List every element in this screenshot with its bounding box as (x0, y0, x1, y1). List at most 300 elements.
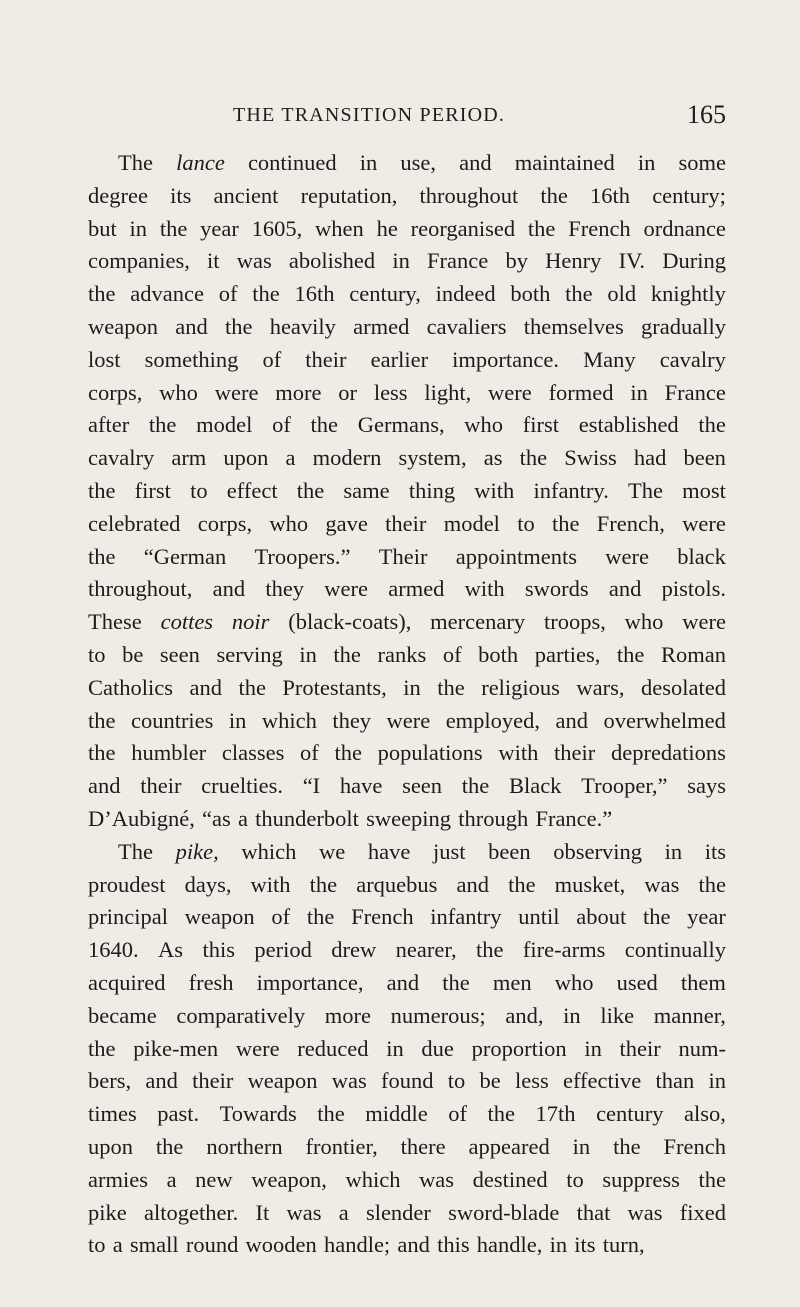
word: acquired (88, 969, 166, 995)
word: arquebus (356, 871, 438, 897)
word: Germans, (357, 412, 445, 438)
word: something (144, 346, 239, 372)
text-line (88, 1229, 726, 1262)
word: who (269, 510, 309, 536)
word: appeared (468, 1133, 550, 1159)
word: the (252, 281, 280, 307)
word: century (596, 1101, 664, 1127)
word: weapon (88, 313, 158, 339)
word: the (159, 215, 188, 241)
word: a (112, 1232, 123, 1258)
text-line (88, 705, 726, 738)
word: due (421, 1035, 454, 1061)
word: the (88, 543, 116, 569)
word: less (373, 379, 408, 405)
word: that (576, 1199, 611, 1225)
word: model (443, 510, 500, 536)
word: and (386, 969, 420, 995)
word: wars, (576, 674, 625, 700)
word: a (285, 445, 296, 471)
word: the (698, 412, 726, 438)
word: period (254, 937, 312, 963)
running-header (88, 98, 726, 138)
word: were (235, 1035, 280, 1061)
word: altogether. (143, 1199, 239, 1225)
word: of (272, 412, 291, 438)
word: and (397, 1232, 430, 1258)
word: with (498, 740, 539, 766)
word: found (381, 1068, 434, 1094)
word: and (555, 707, 588, 733)
word: he (376, 215, 398, 241)
word: they (332, 707, 372, 733)
word: Swiss (564, 445, 617, 471)
word: same (343, 477, 390, 503)
word: the (475, 937, 504, 963)
word: the (224, 313, 253, 339)
word: pike-men (133, 1035, 219, 1061)
word: about (576, 904, 627, 930)
word: in (664, 838, 683, 864)
word: infantry (430, 904, 502, 930)
word: French, (596, 510, 665, 536)
word: desolated (641, 674, 726, 700)
word: degree (88, 182, 148, 208)
text-line (88, 573, 726, 606)
page-number: 165 (687, 100, 726, 129)
word: says (687, 773, 726, 799)
word: middle (365, 1101, 428, 1127)
word: new (195, 1166, 233, 1192)
word: the (487, 1101, 516, 1127)
word: indeed (435, 281, 496, 307)
word: old (607, 281, 637, 307)
word: infantry. (533, 477, 609, 503)
word: were (682, 609, 726, 635)
word: troops, (543, 609, 606, 635)
text-line (88, 934, 726, 967)
word: the (310, 412, 339, 438)
word: importance. (452, 346, 560, 372)
word: and, (505, 1002, 544, 1028)
word: France (427, 248, 489, 274)
word: companies, (88, 248, 190, 274)
word: in (630, 379, 648, 405)
word: and (212, 576, 246, 602)
word: employed, (445, 707, 541, 733)
word: handle; (323, 1232, 391, 1258)
word: 1640. (88, 937, 139, 963)
word: the (88, 1035, 116, 1061)
word: armed (353, 313, 410, 339)
word: in (392, 248, 410, 274)
text-line (88, 344, 726, 377)
word: with (464, 576, 505, 602)
word: It (255, 1199, 270, 1225)
word: the (552, 510, 580, 536)
word: the (333, 641, 361, 667)
word: a (166, 1166, 177, 1192)
word: the (613, 1133, 641, 1159)
word: a (237, 805, 248, 831)
text-line (88, 967, 726, 1000)
text-line (88, 901, 726, 934)
text-line (88, 311, 726, 344)
word: it (207, 248, 220, 274)
word: appointments (455, 543, 577, 569)
word: in (403, 674, 421, 700)
word: to (566, 1166, 584, 1192)
word: their (385, 510, 427, 536)
word: were (488, 379, 532, 405)
word: the (540, 182, 568, 208)
word: light, (424, 379, 472, 405)
word: lost (88, 346, 121, 372)
text-line (88, 1065, 726, 1098)
word: have (339, 773, 383, 799)
word: round (185, 1232, 239, 1258)
word: their (619, 1035, 661, 1061)
text-line (88, 508, 726, 541)
word: and (88, 773, 121, 799)
word: their (554, 740, 596, 766)
word: seen (402, 773, 443, 799)
word: the (155, 1133, 184, 1159)
word: of (300, 740, 319, 766)
word: D’Aubigné, (88, 805, 195, 831)
word: year (687, 904, 726, 930)
word: gradually (641, 313, 726, 339)
word: reorganised (410, 215, 516, 241)
paragraph (88, 147, 726, 836)
word: the (527, 215, 556, 241)
word: some (678, 150, 726, 175)
word: northern (206, 1133, 283, 1159)
word: 1605, (251, 215, 303, 241)
word: the (642, 904, 671, 930)
word: their (140, 773, 182, 799)
word: and (608, 576, 642, 602)
word: been (683, 445, 726, 471)
text-line (88, 737, 726, 770)
text-line (88, 377, 726, 410)
word: themselves (523, 313, 624, 339)
word: fixed (679, 1199, 726, 1225)
word: the (317, 1101, 345, 1127)
word: France.” (535, 805, 613, 831)
word: ranks (377, 641, 427, 667)
word: black (677, 543, 726, 569)
word: and (145, 1068, 178, 1094)
word: just (432, 838, 466, 864)
word: to (517, 510, 535, 536)
word: the (508, 871, 536, 897)
word: and (459, 150, 492, 175)
word: both (478, 641, 519, 667)
word: Protestants, (282, 674, 387, 700)
text-line (88, 672, 726, 705)
word: cavaliers (426, 313, 507, 339)
word: established (578, 412, 679, 438)
word: parties, (534, 641, 601, 667)
word: cruelties. (201, 773, 283, 799)
word: the (88, 740, 116, 766)
word: when (315, 215, 364, 241)
word: advance (130, 281, 204, 307)
word: to (447, 1068, 466, 1094)
word: Catholics (88, 674, 173, 700)
text-line (88, 606, 726, 639)
word: bers, (88, 1068, 132, 1094)
word: which (345, 1166, 401, 1192)
word: drew (331, 937, 377, 963)
word: Troopers.” (254, 543, 351, 569)
word: them (680, 969, 726, 995)
word: slender (365, 1199, 431, 1225)
word: were (386, 707, 431, 733)
word: Towards (219, 1101, 297, 1127)
word: in (549, 1232, 568, 1258)
text-line (88, 1131, 726, 1164)
word: in (359, 150, 378, 175)
word: men (492, 969, 532, 995)
word: armies (88, 1166, 148, 1192)
text-line (88, 409, 726, 442)
word: During (662, 248, 726, 274)
word: were (605, 543, 649, 569)
word: who (624, 609, 664, 635)
word: earlier (370, 346, 429, 372)
word: in (572, 1133, 591, 1159)
word: system, (398, 445, 467, 471)
word: manner, (653, 1002, 726, 1028)
word: mercenary (430, 609, 526, 635)
word: Roman (661, 641, 726, 667)
word: the (334, 740, 362, 766)
word: like (600, 1002, 635, 1028)
word: throughout (419, 182, 519, 208)
text-line (88, 1197, 726, 1230)
word: be (122, 641, 144, 667)
word: the (88, 281, 116, 307)
word: continually (624, 937, 726, 963)
word: first (134, 477, 171, 503)
word: who (464, 412, 504, 438)
text-line (88, 639, 726, 672)
word: first (522, 412, 559, 438)
text-line (88, 541, 726, 574)
chapter-title: THE TRANSITION PERIOD. (233, 104, 506, 126)
word: the (461, 773, 490, 799)
word: who (159, 379, 198, 405)
text-line (88, 1098, 726, 1131)
word: the (565, 281, 593, 307)
word: the (442, 969, 470, 995)
word: with (474, 477, 515, 503)
word: As (158, 937, 184, 963)
word: of (271, 904, 291, 930)
word: modern (312, 445, 382, 471)
word: was (419, 1166, 455, 1192)
word: in (129, 215, 148, 241)
word: humbler (131, 740, 207, 766)
word: observing (553, 838, 642, 864)
text-line (88, 869, 726, 902)
word: were (324, 576, 368, 602)
word: by (505, 248, 528, 274)
word: less (514, 1068, 549, 1094)
word: turn, (602, 1232, 645, 1258)
word: reduced (297, 1035, 369, 1061)
word: effective (562, 1068, 642, 1094)
word: small (129, 1232, 179, 1258)
word: numerous; (390, 1002, 486, 1028)
text-line (88, 442, 726, 475)
word: pistols. (661, 576, 726, 602)
text-line (88, 770, 726, 803)
word: they (265, 576, 305, 602)
word: The (628, 477, 663, 503)
word: destined (472, 1166, 548, 1192)
word: most (682, 477, 726, 503)
word: to (88, 641, 106, 667)
word: reputation, (300, 182, 398, 208)
word: who (554, 969, 594, 995)
word: abolished (288, 248, 376, 274)
word: were (682, 510, 726, 536)
word: serving (216, 641, 283, 667)
word: used (616, 969, 658, 995)
word: Black (508, 773, 562, 799)
word: continued (247, 150, 337, 175)
word: ordnance (643, 215, 726, 241)
word: of (442, 641, 462, 667)
word: Their (378, 543, 428, 569)
word: sword-blade (448, 1199, 560, 1225)
word: with (250, 871, 291, 897)
word: through (458, 805, 529, 831)
word: effect (226, 477, 278, 503)
word: musket, (554, 871, 626, 897)
word: pike (88, 1199, 127, 1225)
word: gave (325, 510, 368, 536)
word: of (262, 346, 282, 372)
text-line (88, 836, 726, 869)
word: depredations (610, 740, 726, 766)
word: until (518, 904, 560, 930)
word: overwhelmed (603, 707, 726, 733)
word: which (261, 707, 317, 733)
word: ancient (213, 182, 279, 208)
word: Trooper,” (581, 773, 668, 799)
word: knightly (650, 281, 726, 307)
word: more (324, 1002, 371, 1028)
word: of (448, 1101, 468, 1127)
word: seen (159, 641, 200, 667)
word: their (305, 346, 347, 372)
word: pike, (175, 838, 219, 864)
word: but (88, 215, 117, 241)
word: weapon (247, 1068, 318, 1094)
word: handle, (476, 1232, 543, 1258)
word: in (708, 1068, 726, 1094)
word: cottes (160, 609, 214, 635)
word: which (241, 838, 297, 864)
text-line (88, 278, 726, 311)
word: their (192, 1068, 234, 1094)
word: the (698, 1166, 726, 1192)
word: a (338, 1199, 349, 1225)
word: The (118, 838, 153, 864)
word: times (88, 1101, 137, 1127)
word: comparatively (176, 1002, 306, 1028)
word: nearer, (395, 937, 457, 963)
word: Henry (545, 248, 602, 274)
text-line (88, 475, 726, 508)
word: France (664, 379, 726, 405)
word: the (88, 707, 116, 733)
text-line (88, 1164, 726, 1197)
word: heavily (269, 313, 336, 339)
word: this (202, 937, 235, 963)
text-line (88, 213, 726, 246)
word: this (437, 1232, 470, 1258)
word: and (189, 674, 222, 700)
word: were (214, 379, 259, 405)
word: have (367, 838, 411, 864)
word: wooden (245, 1232, 317, 1258)
word: arm (171, 445, 207, 471)
text-line (88, 803, 726, 836)
word: classes (221, 740, 285, 766)
word: after (88, 412, 130, 438)
word: 16th (590, 182, 631, 208)
word: upon (223, 445, 269, 471)
word: in (386, 1035, 404, 1061)
word: became (88, 1002, 157, 1028)
word: had (633, 445, 667, 471)
word: countries (130, 707, 214, 733)
word: in (584, 1035, 602, 1061)
word: than (655, 1068, 695, 1094)
word: French (663, 1133, 726, 1159)
word: was (236, 248, 272, 274)
word: the (698, 871, 726, 897)
word: and (456, 871, 490, 897)
word: weapon, (251, 1166, 327, 1192)
word: the (148, 412, 177, 438)
word: the (88, 477, 116, 503)
word: was (286, 1199, 322, 1225)
word: 16th (294, 281, 335, 307)
word: corps, (197, 510, 253, 536)
word: was (644, 871, 680, 897)
word: Many (583, 346, 636, 372)
word: frontier, (305, 1133, 378, 1159)
word: importance, (256, 969, 364, 995)
word: the (519, 445, 548, 471)
word: model (196, 412, 253, 438)
word: “I (302, 773, 321, 799)
word: noir (231, 609, 270, 635)
word: IV. (618, 248, 646, 274)
word: of (218, 281, 238, 307)
word: suppress (602, 1166, 680, 1192)
word: celebrated (88, 510, 181, 536)
word: religious (481, 674, 560, 700)
word: maintained (514, 150, 615, 175)
word: year (200, 215, 239, 241)
